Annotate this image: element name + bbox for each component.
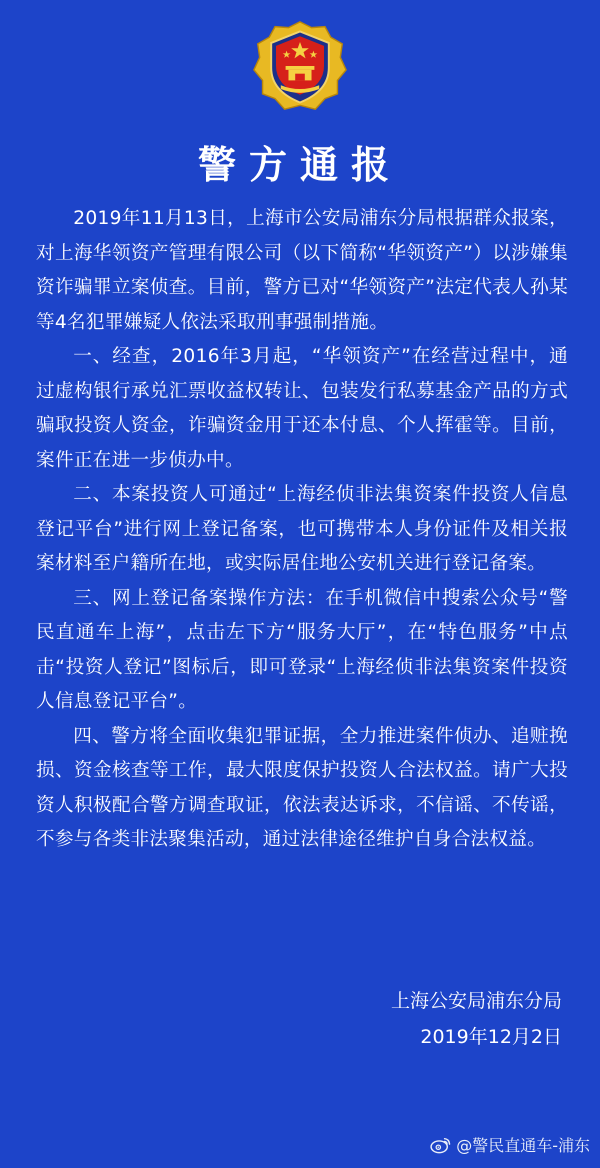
weibo-icon bbox=[430, 1136, 452, 1154]
notice-paragraph: 一、经查，2016年3月起，“华领资产”在经营过程中，通过虚构银行承兑汇票收益权转让、包装发行私募基金产品的方式骗取投资人资金，诈骗资金用于还本付息、个人挥霍等。目前，案件正在进一步侦办中。 bbox=[36, 346, 568, 471]
notice-paragraph: 三、网上登记备案操作方法：在手机微信中搜索公众号“警民直通车上海”，点击左下方“服务大厅”，在“特色服务”中点击“投资人登记”图标后，即可登录“上海经侦非法集资案件投资人信息登记平台”。 bbox=[36, 587, 568, 712]
watermark-text: @警民直通车-浦东 bbox=[456, 1136, 590, 1155]
notice-body bbox=[36, 202, 568, 858]
notice-title: 警方通报 bbox=[197, 143, 402, 187]
police-emblem-icon bbox=[252, 18, 348, 114]
notice-signature bbox=[262, 983, 562, 1055]
notice-paragraph: 四、警方将全面收集犯罪证据，全力推进案件侦办、追赃挽损、资金核查等工作，最大限度保护投资人合法权益。请广大投资人积极配合警方调查取证，依法表达诉求，不信谣、不传谣，不参与各类非法聚集活动，通过法律途径维护自身合法权益。 bbox=[36, 725, 568, 850]
notice-paragraph: 二、本案投资人可通过“上海经侦非法集资案件投资人信息登记平台”进行网上登记备案，也可携带本人身份证件及相关报案材料至户籍所在地，或实际居住地公安机关进行登记备案。 bbox=[36, 484, 568, 574]
signature-organization: 上海公安局浦东分局 bbox=[390, 990, 562, 1012]
notice-paragraph: 2019年11月13日，上海市公安局浦东分局根据群众报案，对上海华领资产管理有限公司（以下简称“华领资产”）以涉嫌集资诈骗罪立案侦查。目前，警方已对“华领资产”法定代表人孙某等4名犯罪嫌疑人依法采取刑事强制措施。 bbox=[36, 208, 568, 333]
weibo-watermark bbox=[430, 1133, 590, 1156]
signature-date: 2019年12月2日 bbox=[420, 1026, 562, 1048]
